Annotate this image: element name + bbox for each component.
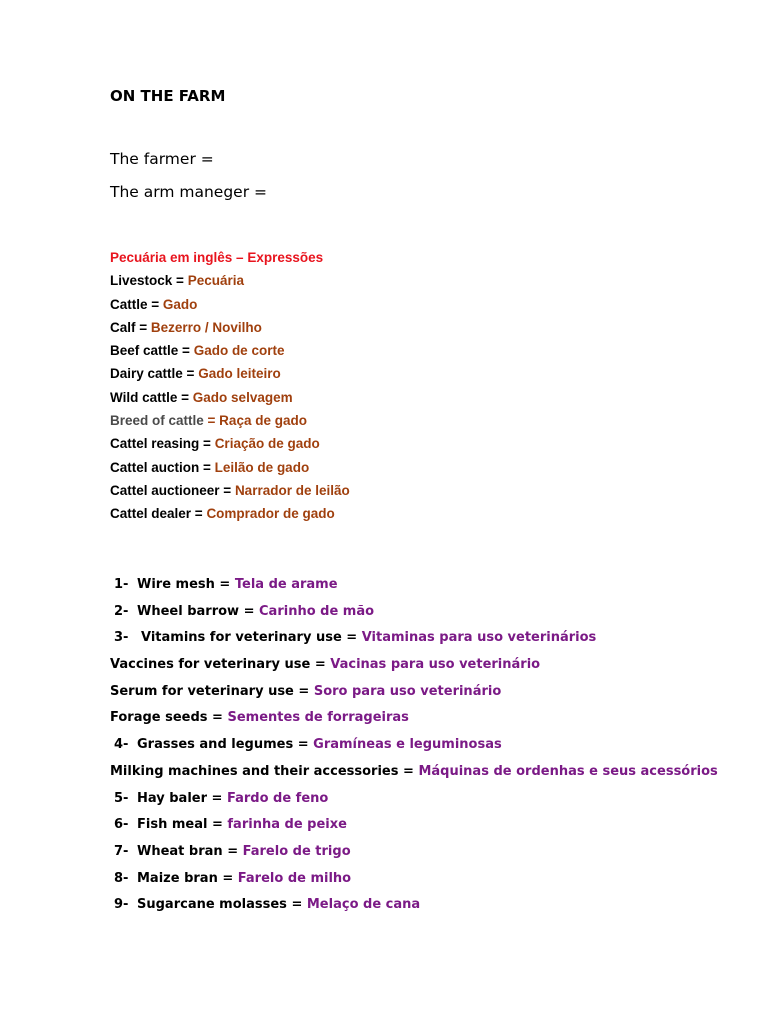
term-pt: Tela de arame [234,577,338,592]
term-pt: Máquinas de ordenhas e seus acessórios [418,763,718,779]
term-pt: Fardo de feno [226,790,329,806]
list-item [110,652,718,679]
term-pt: Melaço de cana [306,897,421,913]
item-number: 4- [114,737,129,753]
livestock-expressions-list [110,246,350,526]
list-item [110,362,350,385]
term-pt: Gado [162,296,198,312]
term-pt: Gramíneas e leguminosas [313,737,502,753]
list-item [110,456,350,479]
term-en: Fish meal = [137,817,223,833]
item-number: 1- [114,577,129,592]
term-pt: Carinho de mão [259,603,375,619]
term-en: Dairy cattle = [110,366,195,382]
term-pt: Gado de corte [193,343,285,359]
list-item [110,599,718,626]
list-item [110,339,350,362]
item-number: 9- [114,897,129,913]
term-en: Cattel dealer = [110,506,203,522]
term-en: Wild cattle = [110,389,190,405]
term-en: Hay baler = [137,790,223,806]
term-en: Beef cattle = [110,343,190,359]
intro-line-farmer: The farmer = [110,150,214,168]
item-number: 3- [114,630,129,646]
term-en: Livestock = [110,273,184,289]
term-en: Milking machines and their accessories = [110,763,414,779]
list-item [110,269,350,292]
list-item [110,839,718,866]
list-item [110,679,718,706]
term-pt: Gado selvagem [192,389,293,405]
term-en: Sugarcane molasses = [137,897,303,913]
term-pt: Pecuária [187,273,244,289]
term-en: Wheat bran = [137,843,239,859]
intro-line-manager: The arm maneger = [110,183,267,201]
term-pt: Sementes de forrageiras [227,710,409,726]
term-en: Forage seeds = [110,710,223,726]
item-number: 7- [114,843,129,859]
list-item [110,479,350,502]
livestock-section-heading: Pecuária em inglês – Expressões [110,250,324,265]
item-number: 2- [114,603,129,619]
list-item [110,293,350,316]
term-pt: Soro para uso veterinário [313,683,502,699]
term-pt: Leilão de gado [214,459,310,475]
term-en: Calf = [110,319,148,335]
term-en: Cattle = [110,296,160,312]
list-item [110,316,350,339]
list-item [110,432,350,455]
page-title: ON THE FARM [110,87,226,105]
term-en: Vaccines for veterinary use = [110,657,326,673]
list-item [110,409,350,432]
term-pt: = Raça de gado [207,413,307,429]
term-pt: Criação de gado [214,436,320,452]
term-pt: Comprador de gado [206,506,335,522]
list-item [110,786,718,813]
term-en: Grasses and legumes = [137,737,309,753]
term-en: Cattel reasing = [110,436,211,452]
list-item [110,625,718,652]
term-en: Breed of cattle [110,413,204,429]
term-en: Cattel auction = [110,459,211,475]
term-en: Wheel barrow = [137,603,255,619]
item-number: 8- [114,870,129,886]
term-en: Wire mesh = [137,577,231,592]
list-item [110,759,718,786]
list-item [110,732,718,759]
term-pt: Gado leiteiro [198,366,281,382]
list-item [110,866,718,893]
list-item [110,812,718,839]
list-item [110,386,350,409]
term-en: Vitamins for veterinary use = [141,630,358,646]
item-number: 6- [114,817,129,833]
list-item [110,705,718,732]
term-en: Maize bran = [137,870,234,886]
term-en: Serum for veterinary use = [110,683,310,699]
list-item [110,502,350,525]
term-pt: Vitaminas para uso veterinários [361,630,597,646]
item-number: 5- [114,790,129,806]
term-pt: Farelo de trigo [242,843,351,859]
term-pt: Bezerro / Novilho [150,319,262,335]
term-pt: farinha de peixe [227,817,347,833]
term-pt: Farelo de milho [237,870,352,886]
list-item [110,892,718,919]
list-item [110,572,718,599]
term-en: Cattel auctioneer = [110,482,232,498]
term-pt: Narrador de leilão [234,482,350,498]
farm-supplies-list [110,572,718,919]
term-pt: Vacinas para uso veterinário [330,657,541,673]
